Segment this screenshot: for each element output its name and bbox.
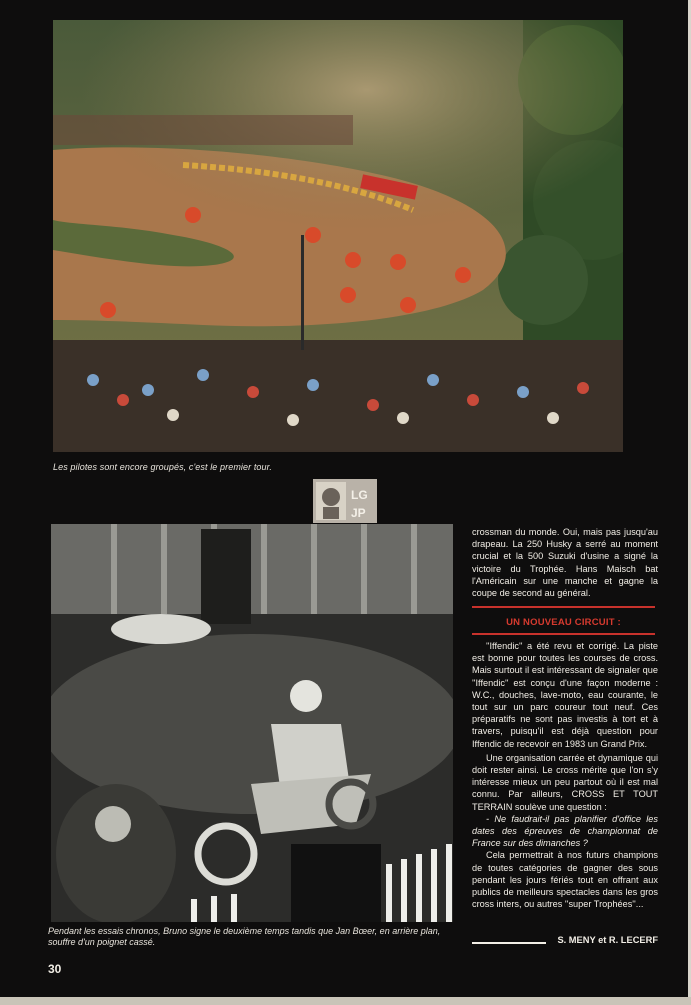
article-body: [472, 640, 658, 910]
signature-rule: [472, 942, 546, 944]
article-intro: [472, 526, 658, 599]
top-photo-caption: Les pilotes sont encore groupés, c'est le premier tour.: [53, 462, 272, 472]
section-divider-bottom: [472, 633, 655, 635]
article-intro-paragraph: crossman du monde. Oui, mais pas jusqu'au drapeau. La 250 Husky a serré au moment crucial et la 500 Suzuki d'usine a signé la victoire du Trophée. Hans Maisch bat l'Américain sur une manche et gagne la coupe de second au général.: [472, 527, 658, 599]
motocross-race-photo: [53, 20, 623, 452]
rider-bw-photo: [51, 524, 453, 922]
section-heading: UN NOUVEAU CIRCUIT :: [506, 617, 621, 628]
page-number: 30: [48, 962, 62, 976]
svg-text:JP: JP: [351, 506, 366, 520]
paragraph-3: - Ne faudrait-il pas planifier d'office les dates des épreuves de championnat de France sur des dimanches ?: [472, 813, 658, 849]
svg-text:LG: LG: [351, 488, 368, 502]
author-names: S. MENY et R. LECERF: [557, 935, 658, 945]
author-signature: [472, 935, 658, 949]
bottom-photo-caption: Pendant les essais chronos, Bruno signe le deuxième temps tandis que Jan Bœer, en arrière plan, souffre d'un poignet cassé.: [48, 926, 441, 947]
paragraph-2: Une organisation carrée et dynamique qui doit rester ainsi. Le cross mérite que l'on s'y intéresse mieux un peu partout où il est mal connu. Par ailleurs, CROSS ET TOUT TERRAIN soulève une question :: [472, 752, 658, 812]
paragraph-4: Cela permettrait à nos futurs champions de toutes catégories de gagner des sous pendant les jours fériés tout en offrant aux publics de meilleurs spectacles dans les gros cross inters, ou autres ''super Trophées''...: [472, 850, 658, 910]
publisher-logo: [313, 479, 377, 523]
paragraph-1: ''Iffendic'' a été revu et corrigé. La piste est bonne pour toutes les courses de cross. Mais surtout il est intéressant de signaler que ''Iffendic'' est conçu d'une façon moderne : W.C., douches, lave-moto, eau courante, le tout sur un parc coureur tout neuf. Ces préparatifs ne sont pas investis à tort et à travers, puisqu'il est déjà question pour Iffendic de recevoir en 1983 un Grand Prix.: [472, 641, 658, 749]
race-track-illustration: [53, 20, 623, 452]
section-divider-top: [472, 606, 655, 608]
page-bottom-edge: [0, 997, 691, 1005]
